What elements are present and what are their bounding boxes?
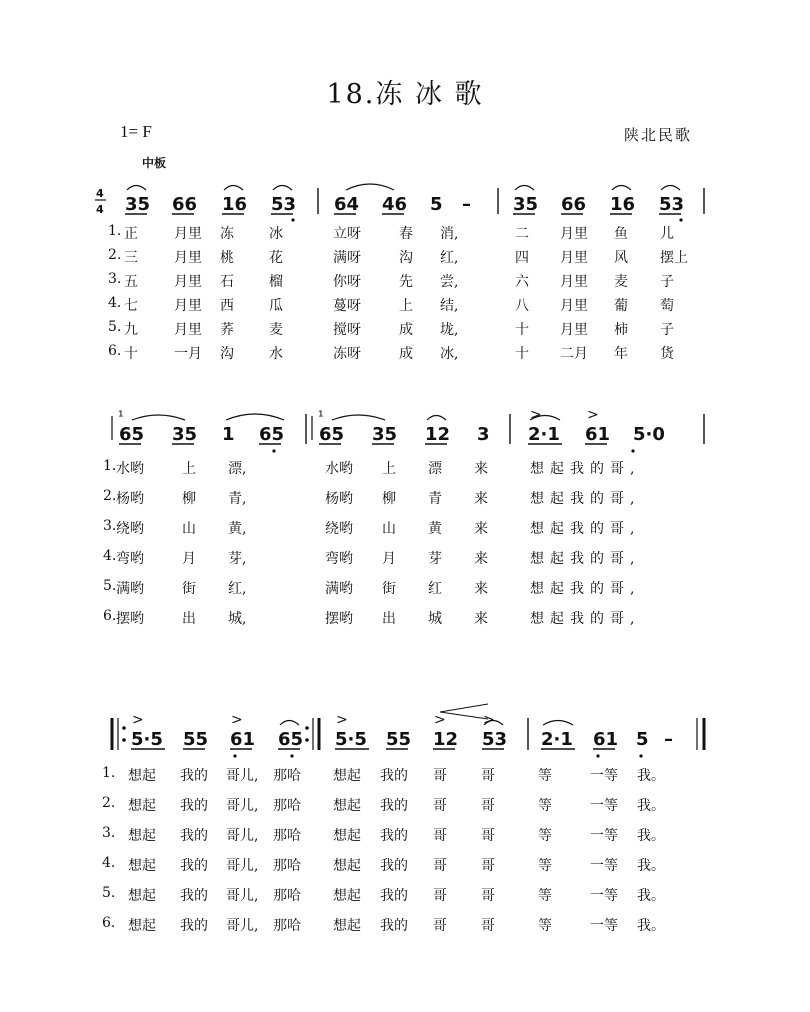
- note: 35: [125, 194, 151, 215]
- note: 12: [425, 424, 451, 445]
- note: 5·5: [131, 729, 163, 750]
- repeat-dot: [305, 738, 309, 742]
- dash: –: [462, 194, 471, 215]
- note: 2·1: [528, 424, 560, 445]
- note: 53: [482, 729, 508, 750]
- note: 12: [433, 729, 459, 750]
- tempo-marking: 中板: [142, 156, 167, 170]
- note: 65: [319, 424, 345, 445]
- note: 66: [561, 194, 587, 215]
- svg-text:>: >: [132, 712, 144, 728]
- note: 3: [477, 424, 490, 445]
- svg-text:>: >: [530, 407, 542, 423]
- crescendo-hairpin: [440, 704, 488, 719]
- note: 5·0: [633, 424, 665, 445]
- octave-dots: [272, 449, 634, 452]
- note: 46: [382, 194, 408, 215]
- note: 65: [259, 424, 285, 445]
- note: 64: [334, 194, 360, 215]
- repeat-dot: [122, 726, 126, 730]
- note: 61: [585, 424, 611, 445]
- slurs: [280, 721, 573, 726]
- slurs: [132, 414, 560, 420]
- note: 35: [513, 194, 539, 215]
- note: 61: [230, 729, 256, 750]
- note: 2·1: [541, 729, 573, 750]
- repeat-dot: [305, 726, 309, 730]
- note: 5·5: [335, 729, 367, 750]
- note: 5: [636, 729, 649, 750]
- octave-dots: [291, 218, 682, 221]
- time-sig-bottom: 4: [96, 203, 104, 216]
- note: 35: [372, 424, 398, 445]
- note: 53: [659, 194, 685, 215]
- svg-text:>: >: [336, 712, 348, 728]
- song-title: 18.冻 冰 歌: [326, 79, 484, 110]
- grace-note: ¹: [118, 409, 124, 425]
- svg-text:>: >: [483, 712, 495, 728]
- dash: –: [664, 729, 673, 750]
- note: 61: [593, 729, 619, 750]
- note: 5: [430, 194, 443, 215]
- note: 53: [271, 194, 297, 215]
- slurs: [127, 184, 680, 190]
- note: 16: [610, 194, 636, 215]
- note: 1: [222, 424, 235, 445]
- octave-dots: [233, 754, 642, 757]
- attribution: 陕北民歌: [624, 126, 693, 144]
- key-signature: 1= F: [120, 122, 152, 141]
- note: 35: [172, 424, 198, 445]
- svg-text:>: >: [231, 712, 243, 728]
- time-sig-top: 4: [96, 187, 104, 200]
- repeat-dot: [122, 738, 126, 742]
- note: 55: [183, 729, 209, 750]
- svg-text:>: >: [434, 712, 446, 728]
- note: 65: [278, 729, 304, 750]
- grace-note: ¹: [318, 409, 324, 425]
- note: 16: [222, 194, 248, 215]
- note: 55: [386, 729, 412, 750]
- note: 66: [172, 194, 198, 215]
- accents: [530, 407, 599, 423]
- svg-text:>: >: [587, 407, 599, 423]
- note: 65: [119, 424, 145, 445]
